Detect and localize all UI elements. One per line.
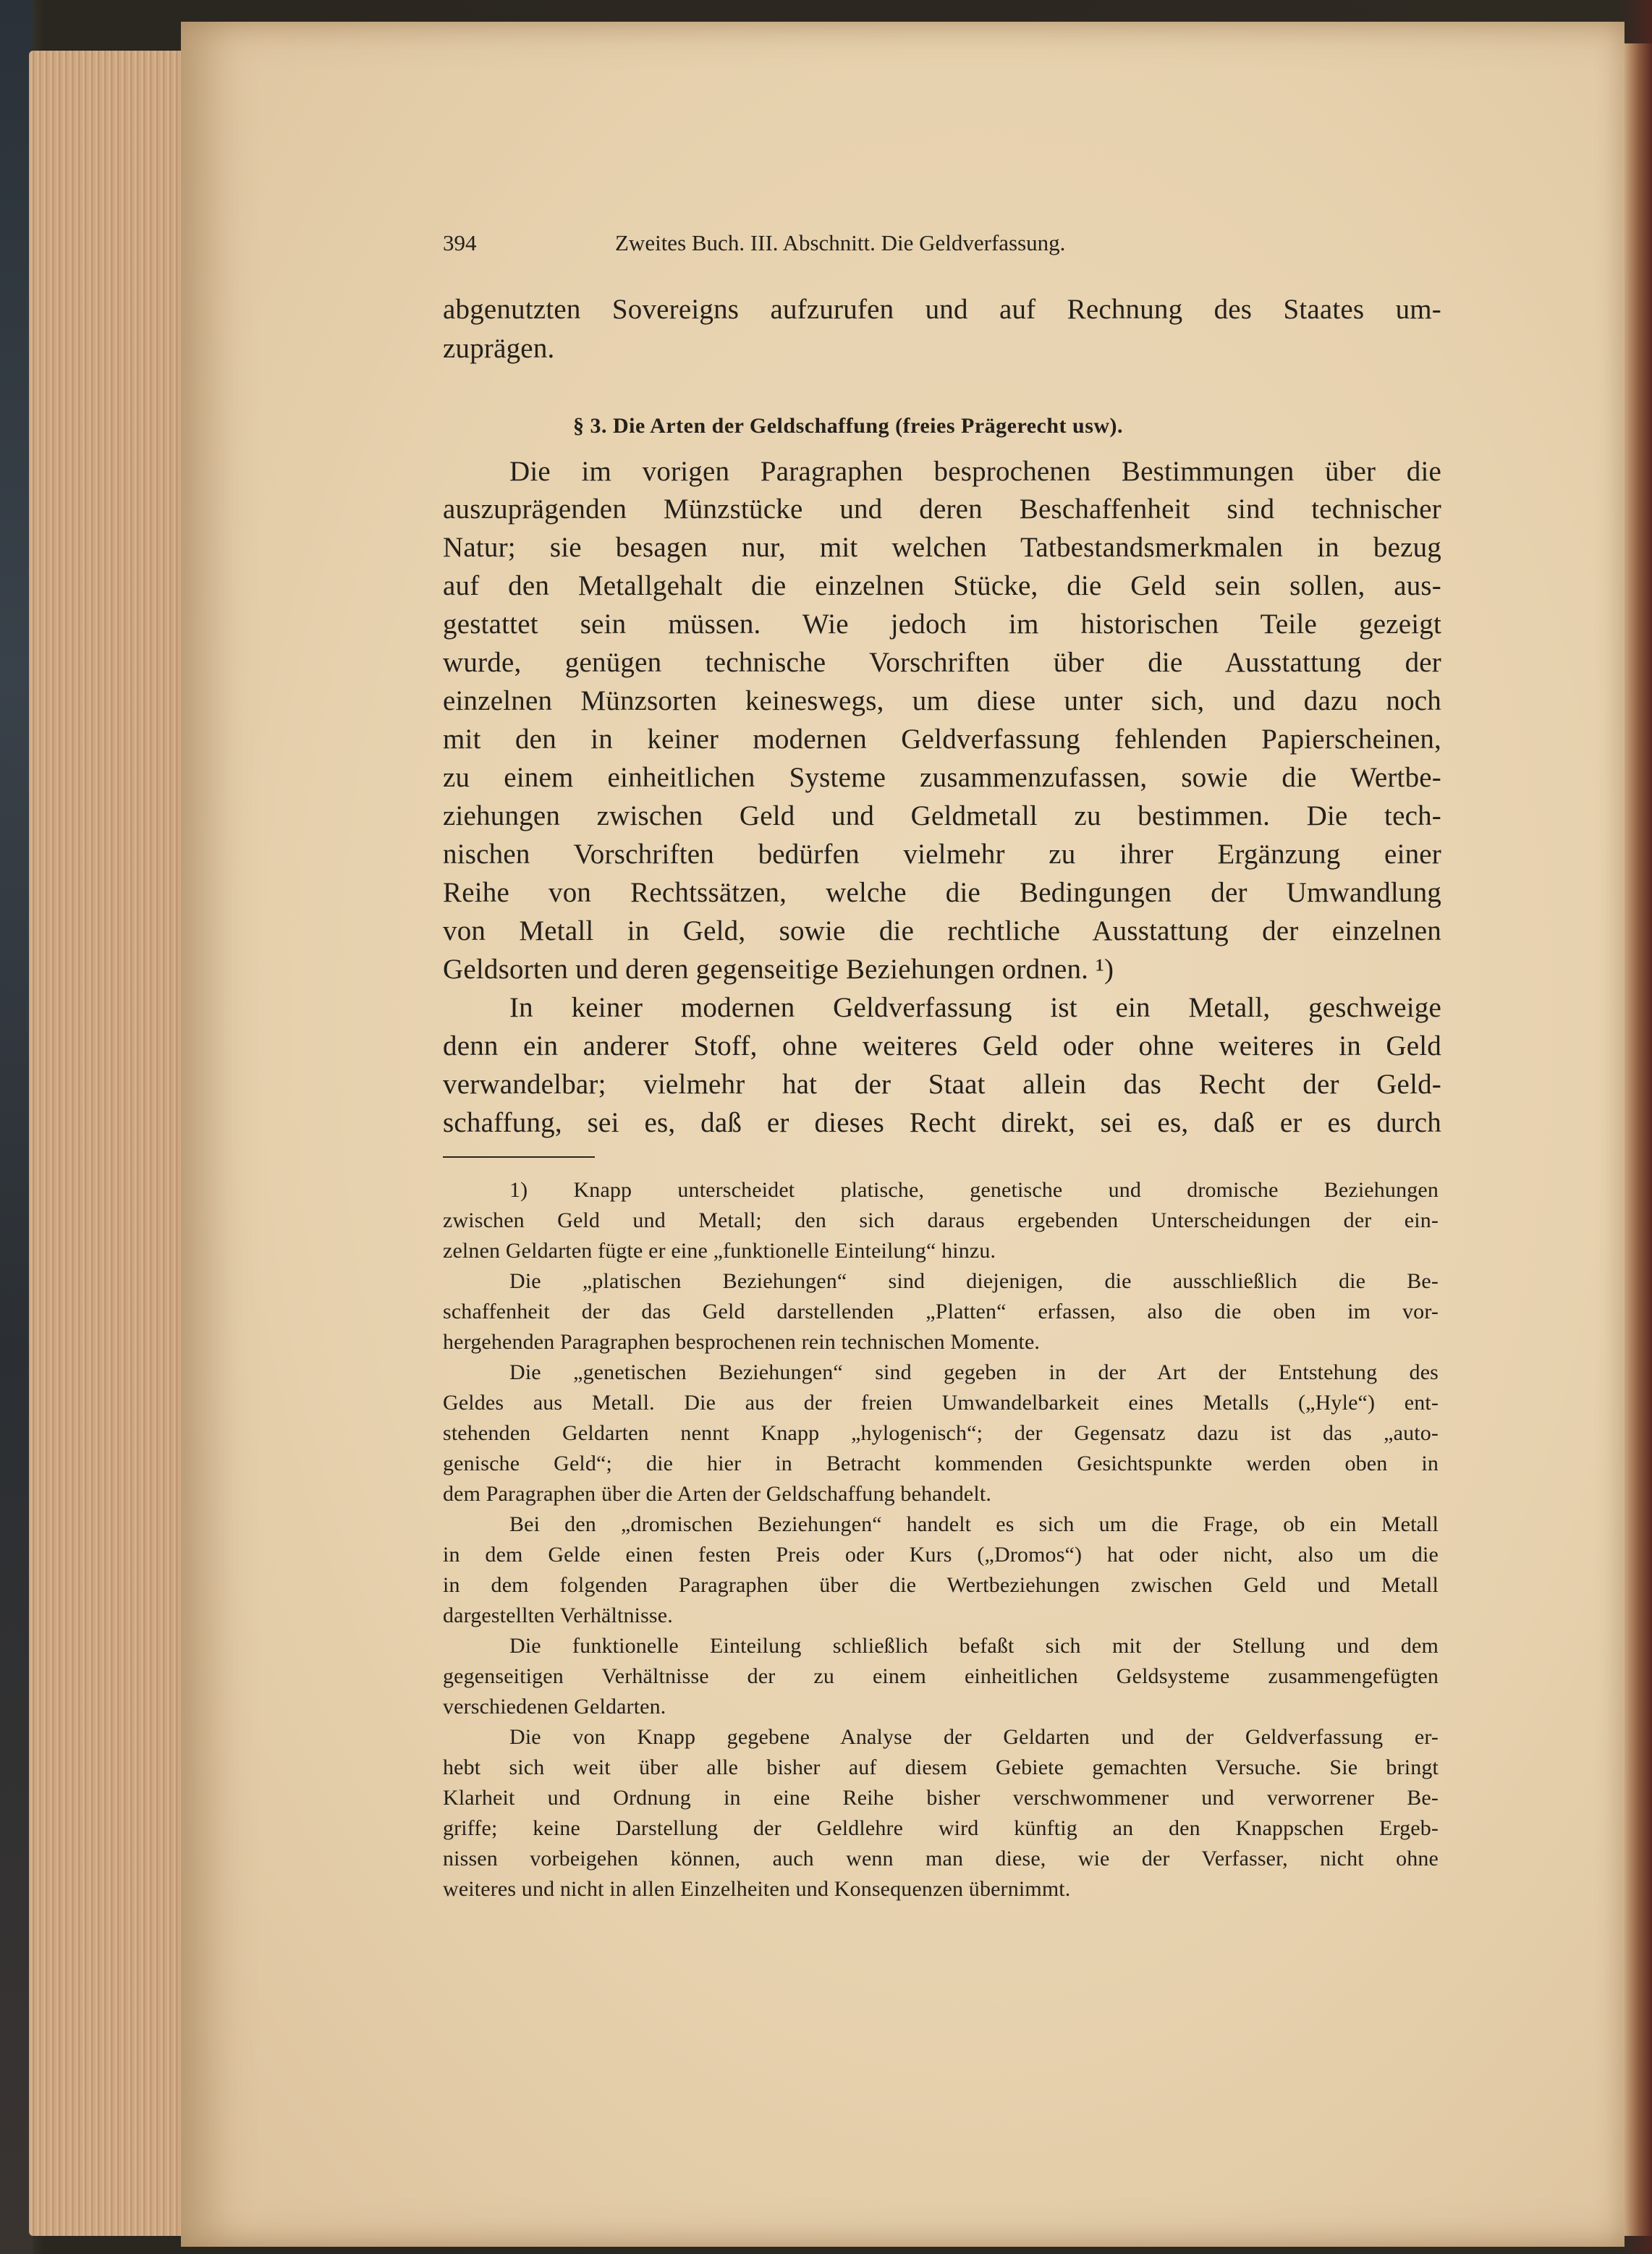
footnote-line: verschiedenen Geldarten. — [443, 1695, 666, 1719]
text-line: Die im vorigen Paragraphen besprochenen Bestimmungen über die — [509, 456, 1441, 487]
book-binding — [0, 0, 33, 2254]
footnote-line: Bei den „dromischen Beziehungen“ handelt es sich um die Frage, ob ein Metall — [509, 1512, 1439, 1536]
footnote-line: gegenseitigen Verhältnisse der zu einem einheitlichen Geldsysteme zusammengefügten — [443, 1664, 1439, 1688]
footnote-line: Klarheit und Ordnung in eine Reihe bisher verschwommener und verworrener Be- — [443, 1786, 1439, 1810]
footnote-line: hebt sich weit über alle bisher auf diesem Gebiete gemachten Versuche. Sie bringt — [443, 1755, 1439, 1779]
page-edges-stack — [29, 51, 195, 2236]
footnote-line: Die „platischen Beziehungen“ sind diejenigen, die ausschließlich die Be- — [509, 1269, 1439, 1293]
text-line: verwandelbar; vielmehr hat der Staat allein das Recht der Geld- — [443, 1069, 1441, 1100]
footnote-line: in dem Gelde einen festen Preis oder Kurs („Dromos“) hat oder nicht, also um die — [443, 1543, 1439, 1567]
page-number: 394 — [443, 230, 477, 255]
footnote-rule — [443, 1156, 595, 1158]
text-line: denn ein anderer Stoff, ohne weiteres Geld oder ohne weiteres in Geld — [443, 1030, 1441, 1062]
text-line: auszuprägenden Münzstücke und deren Beschaffenheit sind technischer — [443, 493, 1441, 525]
footnote-line: genische Geld“; die hier in Betracht kommenden Gesichtspunkte werden oben in — [443, 1452, 1439, 1475]
text-line: wurde, genügen technische Vorschriften über die Ausstattung der — [443, 647, 1441, 678]
footnote-line: dem Paragraphen über die Arten der Geldschaffung behandelt. — [443, 1482, 992, 1506]
text-line: einzelnen Münzsorten keineswegs, um diese unter sich, und dazu noch — [443, 685, 1441, 716]
text-line: zu einem einheitlichen Systeme zusammenzufassen, sowie die Wertbe- — [443, 762, 1441, 793]
text-line: gestattet sein müssen. Wie jedoch im historischen Teile gezeigt — [443, 609, 1441, 640]
footnote-line: weiteres und nicht in allen Einzelheiten und Konsequenzen übernimmt. — [443, 1877, 1071, 1901]
footnote-line: schaffenheit der das Geld darstellenden „Platten“ erfassen, also die oben im vor- — [443, 1300, 1439, 1323]
footnote-line: 1) Knapp unterscheidet platische, genetische und dromische Beziehungen — [509, 1178, 1439, 1202]
footnote-line: dargestellten Verhältnisse. — [443, 1603, 673, 1627]
footnote-line: nissen vorbeigehen können, auch wenn man diese, wie der Verfasser, nicht ohne — [443, 1847, 1439, 1870]
text-line: In keiner modernen Geldverfassung ist ein Metall, geschweige — [509, 992, 1441, 1023]
text-line: Reihe von Rechtssätzen, welche die Bedingungen der Umwandlung — [443, 877, 1441, 908]
footnote-line: in dem folgenden Paragraphen über die Wertbeziehungen zwischen Geld und Metall — [443, 1573, 1439, 1597]
footnote-line: zelnen Geldarten fügte er eine „funktionelle Einteilung“ hinzu. — [443, 1239, 996, 1263]
footnote-line: hergehenden Paragraphen besprochenen rein technischen Momente. — [443, 1330, 1041, 1354]
text-line: schaffung, sei es, daß er dieses Recht direkt, sei es, daß er es durch — [443, 1107, 1441, 1138]
footnote-line: Geldes aus Metall. Die aus der freien Umwandelbarkeit eines Metalls („Hyle“) ent- — [443, 1391, 1439, 1415]
text-line: Geldsorten und deren gegenseitige Beziehungen ordnen. ¹) — [443, 954, 1114, 985]
footnote-line: Die „genetischen Beziehungen“ sind gegeben in der Art der Entstehung des — [509, 1360, 1439, 1384]
text-line: abgenutzten Sovereigns aufzurufen und auf Rechnung des Staates um- — [443, 294, 1441, 325]
footnote-line: stehenden Geldarten nennt Knapp „hylogenisch“; der Gegensatz dazu ist das „auto- — [443, 1421, 1439, 1445]
text-line: Natur; sie besagen nur, mit welchen Tatbestandsmerkmalen in bezug — [443, 532, 1441, 563]
section-heading: § 3. Die Arten der Geldschaffung (freies Prägerecht usw). — [573, 414, 1124, 438]
footnote-line: Die von Knapp gegebene Analyse der Geldarten und der Geldverfassung er- — [509, 1725, 1439, 1749]
text-line: ziehungen zwischen Geld und Geldmetall zu bestimmen. Die tech- — [443, 800, 1441, 831]
text-line: mit den in keiner modernen Geldverfassung fehlenden Papierscheinen, — [443, 724, 1441, 755]
running-title: Zweites Buch. III. Abschnitt. Die Geldverfassung. — [615, 230, 1066, 255]
text-line: von Metall in Geld, sowie die rechtliche Ausstattung der einzelnen — [443, 915, 1441, 946]
footnote-line: Die funktionelle Einteilung schließlich befaßt sich mit der Stellung und dem — [509, 1634, 1439, 1658]
text-line: nischen Vorschriften bedürfen vielmehr zu ihrer Ergänzung einer — [443, 839, 1441, 870]
text-line: auf den Metallgehalt die einzelnen Stücke, die Geld sein sollen, aus- — [443, 570, 1441, 601]
text-line: zuprägen. — [443, 333, 555, 364]
running-head — [443, 230, 1441, 259]
footnote-line: griffe; keine Darstellung der Geldlehre wird künftig an den Knappschen Ergeb- — [443, 1816, 1439, 1840]
footnote-line: zwischen Geld und Metall; den sich daraus ergebenden Unterscheidungen der ein- — [443, 1208, 1439, 1232]
facing-page-edge — [1625, 43, 1652, 2236]
